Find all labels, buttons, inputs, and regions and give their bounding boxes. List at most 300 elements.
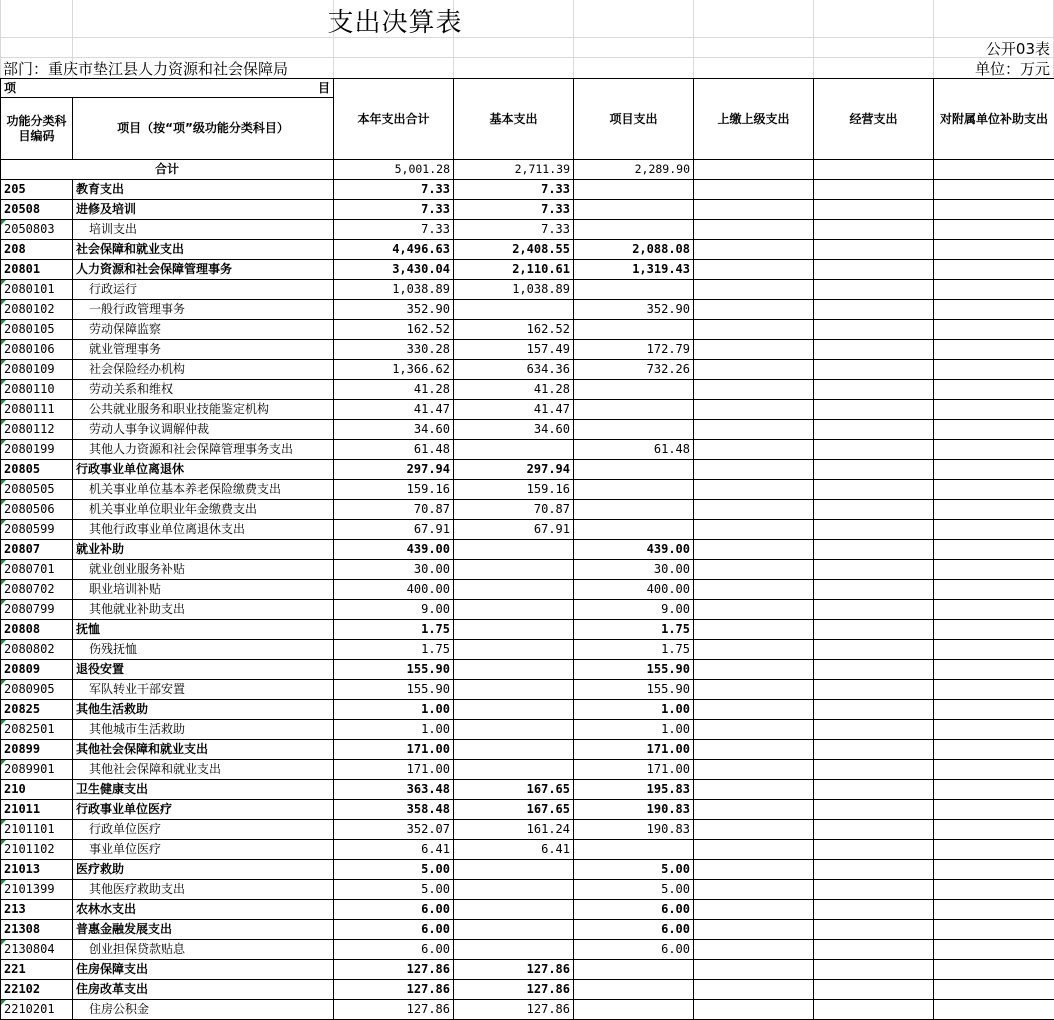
- row-name: 其他城市生活救助: [73, 720, 334, 740]
- table-row: [1, 280, 1054, 300]
- row-value: 7.33: [334, 180, 454, 200]
- row-value: 167.65: [454, 780, 574, 800]
- row-value: [934, 860, 1054, 880]
- row-value: 1,038.89: [454, 280, 574, 300]
- row-name: 劳动保障监察: [73, 320, 334, 340]
- row-value: 1.00: [574, 720, 694, 740]
- table-row: [1, 240, 1054, 260]
- row-code: 2080505: [1, 480, 73, 500]
- item-right-label: 目: [318, 79, 330, 97]
- table-row: [1, 200, 1054, 220]
- row-value: 400.00: [574, 580, 694, 600]
- row-value: 30.00: [334, 560, 454, 580]
- row-value: 6.00: [334, 940, 454, 960]
- row-value: 6.00: [574, 920, 694, 940]
- row-value: [934, 840, 1054, 860]
- row-value: 127.86: [334, 1000, 454, 1020]
- row-value: 6.00: [334, 920, 454, 940]
- row-code: 20808: [1, 620, 73, 640]
- row-value: [814, 920, 934, 940]
- row-value: 7.33: [454, 220, 574, 240]
- row-value: [694, 420, 814, 440]
- row-code: 20809: [1, 660, 73, 680]
- row-value: [694, 720, 814, 740]
- row-value: [814, 960, 934, 980]
- row-code: 2080506: [1, 500, 73, 520]
- row-code: 20807: [1, 540, 73, 560]
- row-value: [694, 480, 814, 500]
- row-value: [454, 300, 574, 320]
- row-value: [934, 580, 1054, 600]
- row-value: [454, 680, 574, 700]
- row-value: [814, 700, 934, 720]
- row-code: 2080905: [1, 680, 73, 700]
- row-name: 机关事业单位基本养老保险缴费支出: [73, 480, 334, 500]
- total-value: [934, 160, 1054, 180]
- row-name: 其他行政事业单位离退休支出: [73, 520, 334, 540]
- row-value: [694, 900, 814, 920]
- row-value: [814, 840, 934, 860]
- row-code: 21013: [1, 860, 73, 880]
- row-value: [694, 700, 814, 720]
- row-value: [574, 980, 694, 1000]
- row-value: [694, 840, 814, 860]
- row-code: 21011: [1, 800, 73, 820]
- row-value: 352.90: [574, 300, 694, 320]
- table-row: [1, 880, 1054, 900]
- row-value: 1.75: [334, 620, 454, 640]
- row-value: [814, 560, 934, 580]
- row-value: [934, 640, 1054, 660]
- row-value: [814, 720, 934, 740]
- col-header-code: 功能分类科目编码: [1, 98, 73, 160]
- table-row: [1, 720, 1054, 740]
- row-value: [454, 620, 574, 640]
- row-value: [694, 440, 814, 460]
- row-value: [574, 420, 694, 440]
- row-code: 2080101: [1, 280, 73, 300]
- row-name: 就业补助: [73, 540, 334, 560]
- row-value: [694, 780, 814, 800]
- table-row: [1, 940, 1054, 960]
- row-value: 171.00: [574, 760, 694, 780]
- row-value: [934, 820, 1054, 840]
- table-row: [1, 300, 1054, 320]
- row-value: [694, 680, 814, 700]
- row-value: 5.00: [334, 880, 454, 900]
- row-value: 161.24: [454, 820, 574, 840]
- row-value: [454, 640, 574, 660]
- row-value: 363.48: [334, 780, 454, 800]
- row-value: 34.60: [334, 420, 454, 440]
- row-value: 7.33: [334, 220, 454, 240]
- table-row: [1, 620, 1054, 640]
- row-value: [934, 420, 1054, 440]
- row-value: [814, 660, 934, 680]
- row-value: [814, 180, 934, 200]
- row-value: 67.91: [454, 520, 574, 540]
- row-value: [814, 620, 934, 640]
- form-number: 公开03表: [986, 38, 1050, 59]
- row-value: 171.00: [574, 740, 694, 760]
- row-code: 2082501: [1, 720, 73, 740]
- table-row: [1, 980, 1054, 1000]
- row-value: 2,110.61: [454, 260, 574, 280]
- row-value: [934, 940, 1054, 960]
- row-value: [934, 180, 1054, 200]
- row-value: [574, 200, 694, 220]
- row-value: 297.94: [454, 460, 574, 480]
- row-value: 6.41: [334, 840, 454, 860]
- row-name: 其他社会保障和就业支出: [73, 760, 334, 780]
- row-value: [934, 660, 1054, 680]
- row-value: [694, 820, 814, 840]
- col-header-name: 项目（按“项”级功能分类科目）: [73, 98, 334, 160]
- row-value: [814, 820, 934, 840]
- row-value: 6.00: [574, 940, 694, 960]
- row-value: [814, 200, 934, 220]
- row-value: [814, 940, 934, 960]
- row-value: [574, 500, 694, 520]
- row-value: [694, 600, 814, 620]
- row-value: 61.48: [574, 440, 694, 460]
- row-value: 159.16: [334, 480, 454, 500]
- table-row: [1, 340, 1054, 360]
- row-value: [814, 400, 934, 420]
- row-value: [814, 240, 934, 260]
- row-value: [814, 860, 934, 880]
- table-row: [1, 360, 1054, 380]
- row-value: 1.75: [334, 640, 454, 660]
- row-name: 行政运行: [73, 280, 334, 300]
- row-value: [574, 1000, 694, 1020]
- row-value: [694, 660, 814, 680]
- row-value: 155.90: [334, 660, 454, 680]
- row-value: [454, 920, 574, 940]
- row-value: 634.36: [454, 360, 574, 380]
- row-value: [694, 360, 814, 380]
- row-value: [454, 860, 574, 880]
- row-value: [574, 280, 694, 300]
- row-code: 2080599: [1, 520, 73, 540]
- row-value: 127.86: [454, 960, 574, 980]
- row-value: [934, 540, 1054, 560]
- row-value: 155.90: [334, 680, 454, 700]
- row-value: 167.65: [454, 800, 574, 820]
- row-value: [454, 540, 574, 560]
- row-value: [814, 420, 934, 440]
- row-value: 162.52: [454, 320, 574, 340]
- total-value: [694, 160, 814, 180]
- row-value: [814, 280, 934, 300]
- row-value: 5.00: [574, 860, 694, 880]
- row-value: [814, 320, 934, 340]
- row-code: 213: [1, 900, 73, 920]
- row-value: [454, 700, 574, 720]
- row-value: 67.91: [334, 520, 454, 540]
- row-name: 行政单位医疗: [73, 820, 334, 840]
- table-row: [1, 800, 1054, 820]
- col-header-subsidy: 对附属单位补助支出: [934, 79, 1054, 160]
- row-value: [814, 520, 934, 540]
- row-name: 社会保险经办机构: [73, 360, 334, 380]
- row-code: 205: [1, 180, 73, 200]
- table-row: [1, 440, 1054, 460]
- row-value: [934, 360, 1054, 380]
- row-value: [814, 540, 934, 560]
- row-name: 教育支出: [73, 180, 334, 200]
- row-name: 伤残抚恤: [73, 640, 334, 660]
- table-row: [1, 600, 1054, 620]
- row-value: [934, 520, 1054, 540]
- row-value: [454, 560, 574, 580]
- row-name: 机关事业单位职业年金缴费支出: [73, 500, 334, 520]
- row-code: 2080112: [1, 420, 73, 440]
- row-code: 2101101: [1, 820, 73, 840]
- row-value: [934, 440, 1054, 460]
- row-value: 159.16: [454, 480, 574, 500]
- unit-label: 单位：万元: [975, 58, 1050, 79]
- row-value: 2,088.08: [574, 240, 694, 260]
- col-header-project: 项目支出: [574, 79, 694, 160]
- row-value: 70.87: [334, 500, 454, 520]
- table-row: [1, 740, 1054, 760]
- row-value: [574, 180, 694, 200]
- row-value: 41.28: [454, 380, 574, 400]
- row-value: [814, 800, 934, 820]
- row-value: [934, 300, 1054, 320]
- row-value: [694, 760, 814, 780]
- row-value: [454, 940, 574, 960]
- row-value: [694, 280, 814, 300]
- row-value: [694, 520, 814, 540]
- row-name: 军队转业干部安置: [73, 680, 334, 700]
- table-row: [1, 380, 1054, 400]
- row-name: 社会保障和就业支出: [73, 240, 334, 260]
- row-value: [814, 460, 934, 480]
- row-value: [574, 320, 694, 340]
- table-row: [1, 520, 1054, 540]
- row-name: 农林水支出: [73, 900, 334, 920]
- row-code: 2080109: [1, 360, 73, 380]
- row-name: 进修及培训: [73, 200, 334, 220]
- row-value: 41.47: [334, 400, 454, 420]
- row-code: 2080802: [1, 640, 73, 660]
- row-value: [814, 640, 934, 660]
- row-value: 4,496.63: [334, 240, 454, 260]
- row-value: [694, 380, 814, 400]
- row-value: [694, 540, 814, 560]
- row-name: 住房改革支出: [73, 980, 334, 1000]
- table-row: [1, 420, 1054, 440]
- row-value: [934, 240, 1054, 260]
- row-value: [694, 260, 814, 280]
- row-value: [694, 980, 814, 1000]
- row-value: [574, 460, 694, 480]
- total-value: 2,711.39: [454, 160, 574, 180]
- row-value: 127.86: [334, 980, 454, 1000]
- table-row: [1, 320, 1054, 340]
- row-code: 2101102: [1, 840, 73, 860]
- row-value: 155.90: [574, 660, 694, 680]
- row-value: [934, 960, 1054, 980]
- row-value: 9.00: [574, 600, 694, 620]
- row-name: 就业管理事务: [73, 340, 334, 360]
- row-value: [814, 580, 934, 600]
- table-row: [1, 660, 1054, 680]
- table-row: [1, 180, 1054, 200]
- row-value: 7.33: [454, 200, 574, 220]
- table-row: [1, 260, 1054, 280]
- row-code: 2080799: [1, 600, 73, 620]
- row-name: 其他医疗救助支出: [73, 880, 334, 900]
- row-value: [694, 940, 814, 960]
- expenditure-table: [0, 78, 1054, 1020]
- row-value: 171.00: [334, 740, 454, 760]
- row-value: [814, 380, 934, 400]
- row-value: [694, 180, 814, 200]
- row-value: [934, 500, 1054, 520]
- row-value: [814, 1000, 934, 1020]
- row-value: [574, 520, 694, 540]
- row-value: [934, 400, 1054, 420]
- row-value: [934, 680, 1054, 700]
- row-name: 住房保障支出: [73, 960, 334, 980]
- row-code: 2210201: [1, 1000, 73, 1020]
- row-value: [694, 200, 814, 220]
- row-value: [454, 900, 574, 920]
- row-value: 5.00: [334, 860, 454, 880]
- col-header-total: 本年支出合计: [334, 79, 454, 160]
- row-name: 普惠金融发展支出: [73, 920, 334, 940]
- row-name: 行政事业单位离退休: [73, 460, 334, 480]
- row-value: 127.86: [454, 1000, 574, 1020]
- row-value: [934, 480, 1054, 500]
- row-value: [814, 740, 934, 760]
- row-value: 1.00: [334, 700, 454, 720]
- row-value: [694, 740, 814, 760]
- row-value: 61.48: [334, 440, 454, 460]
- row-value: 1.00: [574, 700, 694, 720]
- row-name: 卫生健康支出: [73, 780, 334, 800]
- row-value: [934, 800, 1054, 820]
- row-value: 358.48: [334, 800, 454, 820]
- table-row: [1, 400, 1054, 420]
- row-value: 439.00: [574, 540, 694, 560]
- row-value: [814, 220, 934, 240]
- col-header-operating: 经营支出: [814, 79, 934, 160]
- row-name: 创业担保贷款贴息: [73, 940, 334, 960]
- row-value: [814, 880, 934, 900]
- row-code: 20801: [1, 260, 73, 280]
- row-code: 2080702: [1, 580, 73, 600]
- table-row: [1, 700, 1054, 720]
- row-value: [454, 720, 574, 740]
- row-value: [934, 620, 1054, 640]
- row-value: [814, 260, 934, 280]
- table-row: [1, 500, 1054, 520]
- row-code: 21308: [1, 920, 73, 940]
- row-value: 352.07: [334, 820, 454, 840]
- row-value: 330.28: [334, 340, 454, 360]
- row-value: [934, 760, 1054, 780]
- row-value: [454, 660, 574, 680]
- table-row: [1, 580, 1054, 600]
- row-value: [934, 380, 1054, 400]
- row-value: [694, 860, 814, 880]
- row-value: [934, 700, 1054, 720]
- row-value: [694, 880, 814, 900]
- row-name: 其他就业补助支出: [73, 600, 334, 620]
- table-row: [1, 640, 1054, 660]
- row-value: [934, 260, 1054, 280]
- row-value: 1,038.89: [334, 280, 454, 300]
- row-value: [574, 480, 694, 500]
- total-label: 合计: [1, 160, 334, 180]
- row-value: [934, 720, 1054, 740]
- row-value: [934, 920, 1054, 940]
- row-value: [814, 440, 934, 460]
- row-name: 一般行政管理事务: [73, 300, 334, 320]
- row-value: [694, 560, 814, 580]
- row-value: 3,430.04: [334, 260, 454, 280]
- row-value: [694, 320, 814, 340]
- row-value: 439.00: [334, 540, 454, 560]
- row-code: 221: [1, 960, 73, 980]
- row-code: 2080701: [1, 560, 73, 580]
- row-value: 1,366.62: [334, 360, 454, 380]
- row-value: 7.33: [334, 200, 454, 220]
- row-value: [934, 340, 1054, 360]
- row-name: 其他人力资源和社会保障管理事务支出: [73, 440, 334, 460]
- row-value: [814, 300, 934, 320]
- table-row: [1, 780, 1054, 800]
- row-code: 208: [1, 240, 73, 260]
- row-value: 155.90: [574, 680, 694, 700]
- row-name: 其他生活救助: [73, 700, 334, 720]
- row-value: 41.28: [334, 380, 454, 400]
- row-value: 6.41: [454, 840, 574, 860]
- row-name: 医疗救助: [73, 860, 334, 880]
- row-value: 400.00: [334, 580, 454, 600]
- row-value: [574, 960, 694, 980]
- row-value: [934, 560, 1054, 580]
- row-value: 190.83: [574, 800, 694, 820]
- row-value: [814, 600, 934, 620]
- row-value: 2,408.55: [454, 240, 574, 260]
- table-row: [1, 820, 1054, 840]
- row-value: 732.26: [574, 360, 694, 380]
- row-value: [694, 220, 814, 240]
- row-value: 157.49: [454, 340, 574, 360]
- row-code: 2080199: [1, 440, 73, 460]
- row-value: 34.60: [454, 420, 574, 440]
- row-name: 就业创业服务补贴: [73, 560, 334, 580]
- row-value: [694, 640, 814, 660]
- table-row: [1, 220, 1054, 240]
- row-value: 1.75: [574, 640, 694, 660]
- row-code: 210: [1, 780, 73, 800]
- row-code: 20899: [1, 740, 73, 760]
- row-value: 297.94: [334, 460, 454, 480]
- row-name: 事业单位医疗: [73, 840, 334, 860]
- table-row: [1, 860, 1054, 880]
- row-value: 6.00: [574, 900, 694, 920]
- row-name: 劳动人事争议调解仲裁: [73, 420, 334, 440]
- row-value: [454, 880, 574, 900]
- row-value: [454, 600, 574, 620]
- item-label: 项: [4, 79, 16, 97]
